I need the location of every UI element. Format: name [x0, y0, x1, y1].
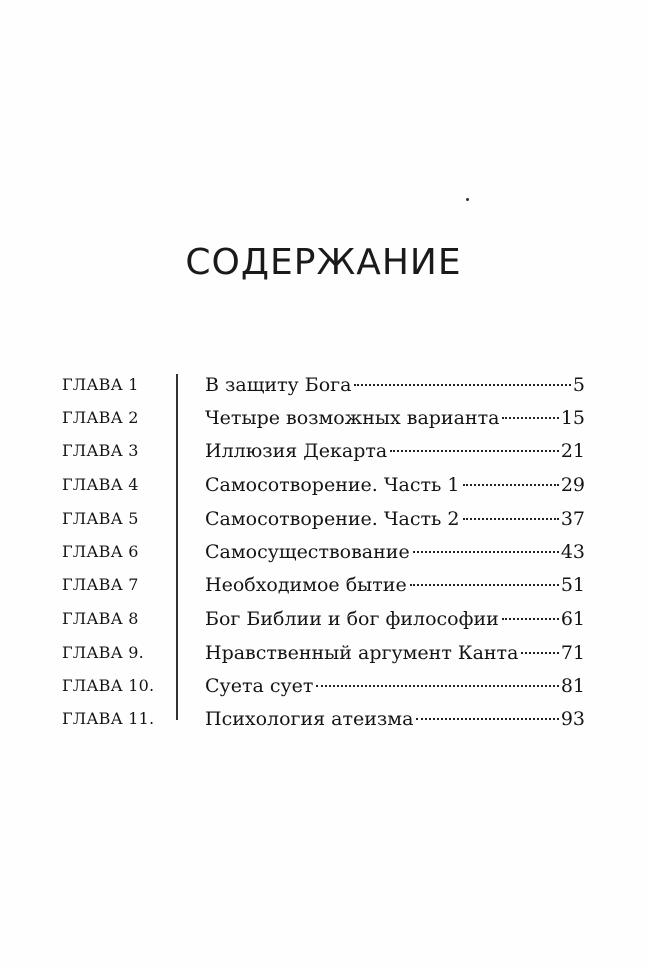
toc-row-6[interactable] — [0, 536, 647, 569]
chapter-title: Самосуществование — [205, 541, 410, 563]
dot-leader — [463, 518, 559, 520]
toc-row-7[interactable] — [0, 569, 647, 602]
dot-leader — [521, 652, 558, 654]
toc-row-9[interactable] — [0, 637, 647, 670]
toc-entry — [205, 469, 585, 501]
chapter-label: ГЛАВА 9. — [62, 643, 144, 662]
chapter-title: В защиту Бога — [205, 374, 352, 396]
chapter-title: Самосотворение. Часть 1 — [205, 474, 460, 496]
page-number: 51 — [560, 574, 585, 596]
toc-entry — [205, 369, 585, 401]
toc-row-1[interactable] — [0, 369, 647, 402]
page-number: 5 — [572, 374, 585, 396]
page-number: 81 — [560, 675, 585, 697]
page-number: 61 — [560, 608, 585, 630]
chapter-label: ГЛАВА 3 — [62, 441, 139, 460]
toc-entry — [205, 503, 585, 535]
dot-leader — [410, 584, 559, 586]
chapter-title: Психология атеизма — [205, 708, 414, 730]
toc-row-8[interactable] — [0, 603, 647, 636]
chapter-title: Необходимое бытие — [205, 574, 407, 596]
dust-speck — [466, 198, 469, 201]
chapter-title: Четыре возможных варианта — [205, 407, 500, 429]
chapter-title: Самосотворение. Часть 2 — [205, 508, 460, 530]
chapter-title: Бог Библии и бог философии — [205, 608, 499, 630]
chapter-title: Нравственный аргумент Канта — [205, 642, 519, 664]
dot-leader — [502, 618, 559, 620]
chapter-label: ГЛАВА 5 — [62, 509, 139, 528]
page-title: СОДЕРЖАНИЕ — [185, 242, 462, 284]
page-number: 21 — [560, 440, 585, 462]
dot-leader — [390, 450, 559, 452]
page-number: 15 — [560, 407, 585, 429]
dot-leader — [502, 417, 558, 419]
toc-row-11[interactable] — [0, 703, 647, 736]
page-number: 43 — [560, 541, 585, 563]
page-number: 37 — [560, 508, 585, 530]
chapter-title: Суета сует — [205, 675, 314, 697]
chapter-title: Иллюзия Декарта — [205, 440, 388, 462]
chapter-label: ГЛАВА 8 — [62, 609, 139, 628]
toc-row-3[interactable] — [0, 435, 647, 468]
toc-entry — [205, 536, 585, 568]
toc-entry — [205, 569, 585, 601]
dot-leader — [463, 484, 559, 486]
toc-row-2[interactable] — [0, 402, 647, 435]
toc-entry — [205, 402, 585, 434]
dot-leader — [316, 685, 558, 687]
chapter-label: ГЛАВА 11. — [62, 709, 155, 728]
dot-leader — [413, 551, 559, 553]
chapter-label: ГЛАВА 7 — [62, 575, 139, 594]
toc-row-4[interactable] — [0, 469, 647, 502]
page-number: 71 — [560, 642, 585, 664]
toc-row-5[interactable] — [0, 503, 647, 536]
chapter-label: ГЛАВА 6 — [62, 542, 139, 561]
chapter-label: ГЛАВА 1 — [62, 375, 139, 394]
toc-entry — [205, 637, 585, 669]
page-number: 93 — [560, 708, 585, 730]
toc-row-10[interactable] — [0, 670, 647, 703]
toc-entry — [205, 670, 585, 702]
toc-entry — [205, 603, 585, 635]
chapter-label: ГЛАВА 4 — [62, 475, 139, 494]
chapter-label: ГЛАВА 2 — [62, 408, 139, 427]
chapter-label: ГЛАВА 10. — [62, 676, 155, 695]
toc-entry — [205, 703, 585, 735]
dot-leader — [416, 718, 558, 720]
page-number: 29 — [560, 474, 585, 496]
dot-leader — [354, 384, 570, 386]
toc-entry — [205, 435, 585, 467]
